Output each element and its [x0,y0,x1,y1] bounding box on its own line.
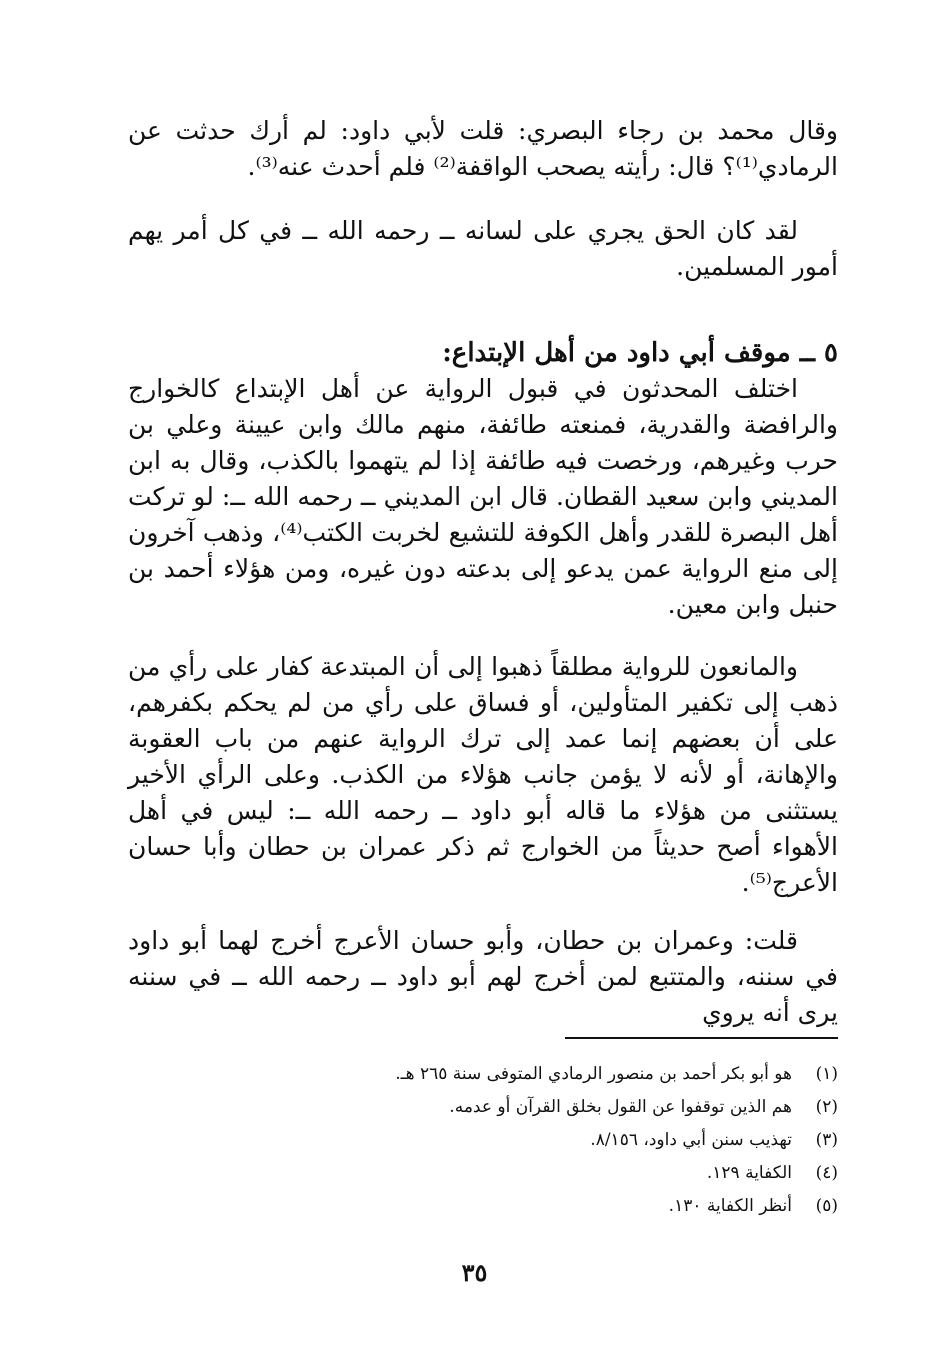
footnote-text: هو أبو بكر أحمد بن منصور الرمادي المتوفى سنة ٢٦٥ هـ. [395,1064,792,1084]
paragraph-innovators-narration: اختلف المحدثون في قبول الرواية عن أهل الإبتداع كالخوارج والرافضة والقدرية، فمنعته طائفة، منهم مالك وابن عيينة وعلي بن حرب وغيرهم، ورخصت فيه طائفة إذا لم يتهموا بالكذب، وقال به ابن المديني وابن سعيد القطان. قال ابن المديني ــ رحمه الله ــ: لو تركت أهل البصرة للقدر وأهل الكوفة للتشيع لخربت الكتب⁽⁴⁾، وذهب آخرون إلى منع الرواية عمن يدعو إلى بدعته دون غيره، ومن هؤلاء أحمد بن حنبل وابن معين. [128,374,838,619]
section-block [128,335,838,1031]
footnote-text: تهذيب سنن أبي داود، ٨/١٥٦. [590,1130,792,1150]
intro-block [128,113,838,285]
footnote-3 [300,1124,838,1157]
footnotes-list [300,1058,838,1223]
footnote-text: أنظر الكفاية ١٣٠. [668,1196,792,1216]
paragraph-preventers: والمانعون للرواية مطلقاً ذهبوا إلى أن المبتدعة كفار على رأي من ذهب إلى تكفير المتأولين، أو فساق على رأي من لم يحكم بكفرهم، على أن بعضهم إنما عمد إلى ترك الرواية عنهم من باب العقوبة والإهانة، أو لأنه لا يؤمن جانب هؤلاء من الكذب. وعلى الرأي الأخير يستثنى من هؤلاء ما قاله أبو داود ــ رحمه الله ــ: ليس في أهل الأهواء أصح حديثاً من الخوارج ثم ذكر عمران بن حطان وأبا حسان الأعرج⁽⁵⁾. [128,652,838,897]
paragraph-abu-dawud-ramadi: وقال محمد بن رجاء البصري: قلت لأبي داود: لم أرك حدثت عن الرمادي⁽¹⁾؟ قال: رأيته يصحب الواقفة⁽²⁾ فلم أحدث عنه⁽³⁾. [128,116,838,181]
paragraph-imran-bin-hittan: قلت: وعمران بن حطان، وأبو حسان الأعرج أخرج لهما أبو داود في سننه، والمتتبع لمن أخرج لهم أبو داود ــ رحمه الله ــ في سننه يرى أنه يروي [128,926,839,1027]
footnote-number: (٥) [815,1196,838,1216]
footnote-5 [300,1190,838,1223]
section-heading: ٥ ــ موقف أبي داود من أهل الإبتداع: [442,338,838,368]
footnote-number: (٣) [815,1130,838,1150]
footnote-1 [300,1058,838,1091]
page-number: ٣٥ [461,1258,488,1287]
paragraph-truth-on-tongue: لقد كان الحق يجري على لسانه ــ رحمه الله ــ في كل أمر يهم أمور المسلمين. [128,216,838,281]
footnote-divider [565,1037,838,1039]
footnote-2 [300,1091,838,1124]
footnote-text: الكفاية ١٢٩. [706,1163,792,1183]
footnote-text: هم الذين توقفوا عن القول بخلق القرآن أو عدمه. [449,1097,792,1117]
footnote-4 [300,1157,838,1190]
footnote-number: (٢) [815,1097,838,1117]
footnote-number: (١) [815,1064,838,1084]
footnote-number: (٤) [815,1163,838,1183]
